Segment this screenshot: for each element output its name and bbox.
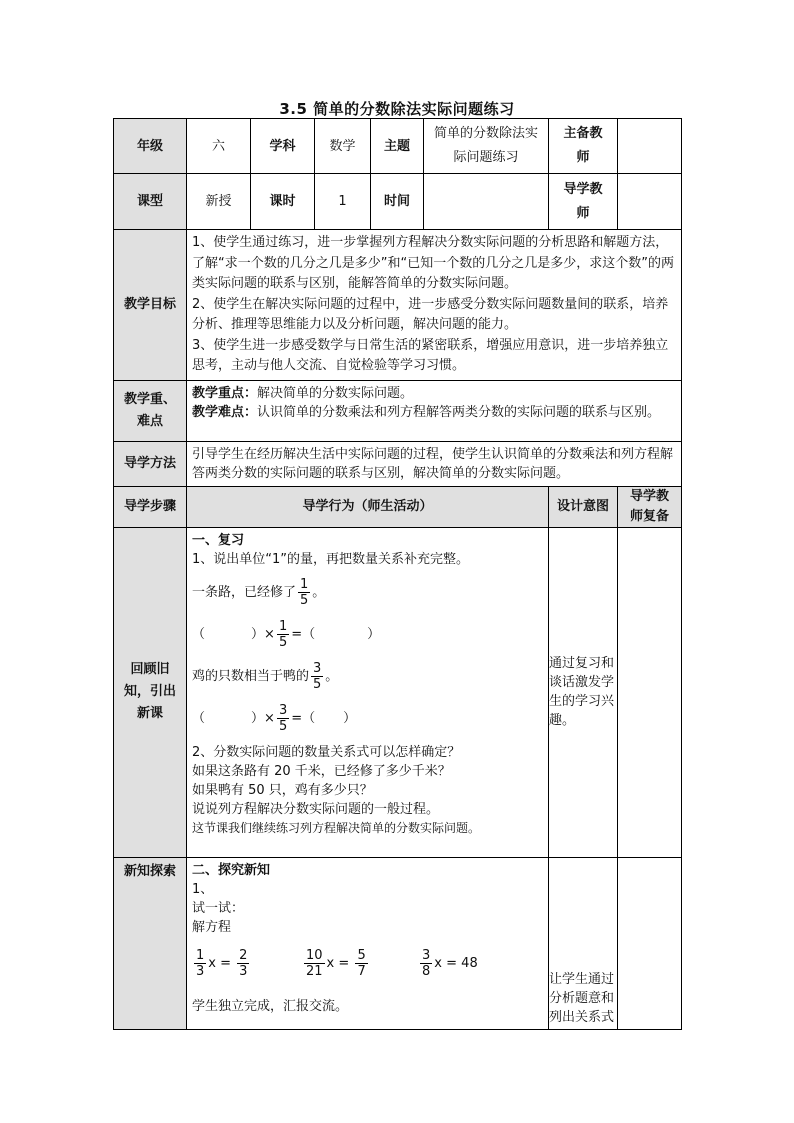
explore-step-label: 新知探索 bbox=[114, 857, 187, 1029]
explore-try: 试一试： bbox=[192, 900, 245, 916]
review-line-4: 这节课我们继续练习列方程解决简单的分数实际问题。 bbox=[192, 820, 481, 835]
topic-label: 主题 bbox=[371, 119, 424, 174]
equation-2: $\frac{10}{21}$ x = $\frac{5}{7}$ bbox=[306, 948, 366, 979]
prep-header: 导学教师复备 bbox=[618, 486, 682, 527]
objectives-row bbox=[114, 230, 682, 381]
explore-design: 让学生通过分析题意和列出关系式 bbox=[549, 857, 618, 1029]
fraction-1-5: $\frac{1}{5}$ bbox=[278, 619, 288, 650]
teacher-label: 主备教师 bbox=[549, 119, 618, 174]
grade-value: 六 bbox=[187, 119, 251, 174]
keypoints-content bbox=[187, 380, 682, 441]
objective-1: 1、使学生通过练习，进一步掌握列方程解决分数实际问题的分析思路和解题方法，了解“求一个数的几分之几是多少”和“已知一个数的几分之几是多少，求这个数”的两类实际问题的联系与区别，能解答简单的分数实际问题。 bbox=[192, 235, 674, 291]
equation-3: $\frac{3}{8}$ x = 48 bbox=[422, 948, 478, 979]
explore-complete: 学生独立完成，汇报交流。 bbox=[192, 998, 349, 1014]
subject-value: 数学 bbox=[315, 119, 371, 174]
review-line-3: 说说列方程解决分数实际问题的一般过程。 bbox=[192, 801, 440, 817]
teacher-value bbox=[618, 119, 682, 174]
equation-1: $\frac{1}{3}$ x = $\frac{2}{3}$ bbox=[196, 948, 248, 979]
header-row bbox=[114, 486, 682, 527]
type-label: 课型 bbox=[114, 174, 187, 230]
grade-label: 年级 bbox=[114, 119, 187, 174]
hours-label: 课时 bbox=[251, 174, 315, 230]
review-q1: 1、说出单位“1”的量，再把数量关系补充完整。 bbox=[192, 551, 470, 567]
steps-header: 导学步骤 bbox=[114, 486, 187, 527]
method-text: 引导学生在经历解决生活中实际问题的过程，使学生认识简单的分数乘法和列方程解答两类分数的实际问题的联系与区别，解决简单的分数实际问题。 bbox=[187, 441, 682, 486]
objectives-content bbox=[187, 230, 682, 381]
review-q2: 2、分数实际问题的数量关系式可以怎样确定？ bbox=[192, 744, 461, 760]
review-heading: 一、复习 bbox=[192, 532, 245, 548]
time-label: 时间 bbox=[371, 174, 424, 230]
review-row bbox=[114, 527, 682, 857]
info-row-1 bbox=[114, 119, 682, 174]
guide-teacher-value bbox=[618, 174, 682, 230]
objectives-label: 教学目标 bbox=[114, 230, 187, 381]
objective-3: 3、使学生进一步感受数学与日常生活的紧密联系，增强应用意识，进一步培养独立思考，主动与他人交流、自觉检验等学习习惯。 bbox=[192, 337, 669, 373]
review-line-1: 如果这条路有 20 千米，已经修了多少千米？ bbox=[192, 763, 451, 779]
road-text: 一条路，已经修了 bbox=[192, 585, 297, 600]
review-prep bbox=[618, 527, 682, 857]
explore-row bbox=[114, 857, 682, 1029]
keypoints-label: 教学重、难点 bbox=[114, 380, 187, 441]
document-title: 3.5 简单的分数除法实际问题练习 bbox=[279, 100, 515, 118]
review-step-label: 回顾旧知，引出新课 bbox=[114, 527, 187, 857]
review-line-2: 如果鸭有 50 只，鸡有多少只？ bbox=[192, 782, 373, 798]
topic-value: 简单的分数除法实际问题练习 bbox=[424, 119, 549, 174]
time-value bbox=[424, 174, 549, 230]
fraction-3-5: $\frac{3}{5}$ bbox=[278, 703, 288, 734]
difficulty-text: 认识简单的分数乘法和列方程解答两类分数的实际问题的联系与区别。 bbox=[257, 404, 661, 420]
chicken-relation: （ ） × $\frac{3}{5}$ = （ ） bbox=[192, 703, 357, 734]
difficulty-label: 教学难点： bbox=[192, 404, 258, 420]
explore-n1: 1、 bbox=[192, 881, 214, 897]
objective-2: 2、使学生在解决实际问题的过程中，进一步感受分数实际问题数量间的联系，培养分析、推理等思维能力以及分析问题，解决问题的能力。 bbox=[192, 296, 669, 332]
review-design: 通过复习和谈话激发学生的学习兴趣。 bbox=[549, 527, 618, 857]
keypoints-row bbox=[114, 380, 682, 441]
focus-text: 解决简单的分数实际问题。 bbox=[257, 385, 414, 401]
explore-prep bbox=[618, 857, 682, 1029]
chicken-line: 鸡的只数相当于鸭的 $\frac{3}{5}$ 。 bbox=[192, 661, 339, 692]
explore-content bbox=[187, 857, 549, 1029]
lesson-plan-table bbox=[113, 118, 682, 1030]
review-content bbox=[187, 527, 549, 857]
road-line: 一条路，已经修了 $\frac{1}{5}$ 。 bbox=[192, 577, 326, 608]
method-row bbox=[114, 441, 682, 486]
activity-header: 导学行为（师生活动） bbox=[187, 486, 549, 527]
type-value: 新授 bbox=[187, 174, 251, 230]
subject-label: 学科 bbox=[251, 119, 315, 174]
fraction-3-5: $\frac{3}{5}$ bbox=[313, 661, 322, 692]
chicken-text: 鸡的只数相当于鸭的 bbox=[192, 669, 310, 684]
explore-solve: 解方程 bbox=[192, 919, 232, 935]
focus-label: 教学重点： bbox=[192, 385, 258, 401]
method-label: 导学方法 bbox=[114, 441, 187, 486]
road-relation: （ ） × $\frac{1}{5}$ = （ ） bbox=[192, 619, 381, 650]
info-row-2 bbox=[114, 174, 682, 230]
equations-line bbox=[192, 943, 543, 985]
design-header: 设计意图 bbox=[549, 486, 618, 527]
explore-heading: 二、探究新知 bbox=[192, 862, 271, 878]
guide-teacher-label: 导学教师 bbox=[549, 174, 618, 230]
fraction-1-5: $\frac{1}{5}$ bbox=[300, 577, 309, 608]
hours-value: 1 bbox=[315, 174, 371, 230]
